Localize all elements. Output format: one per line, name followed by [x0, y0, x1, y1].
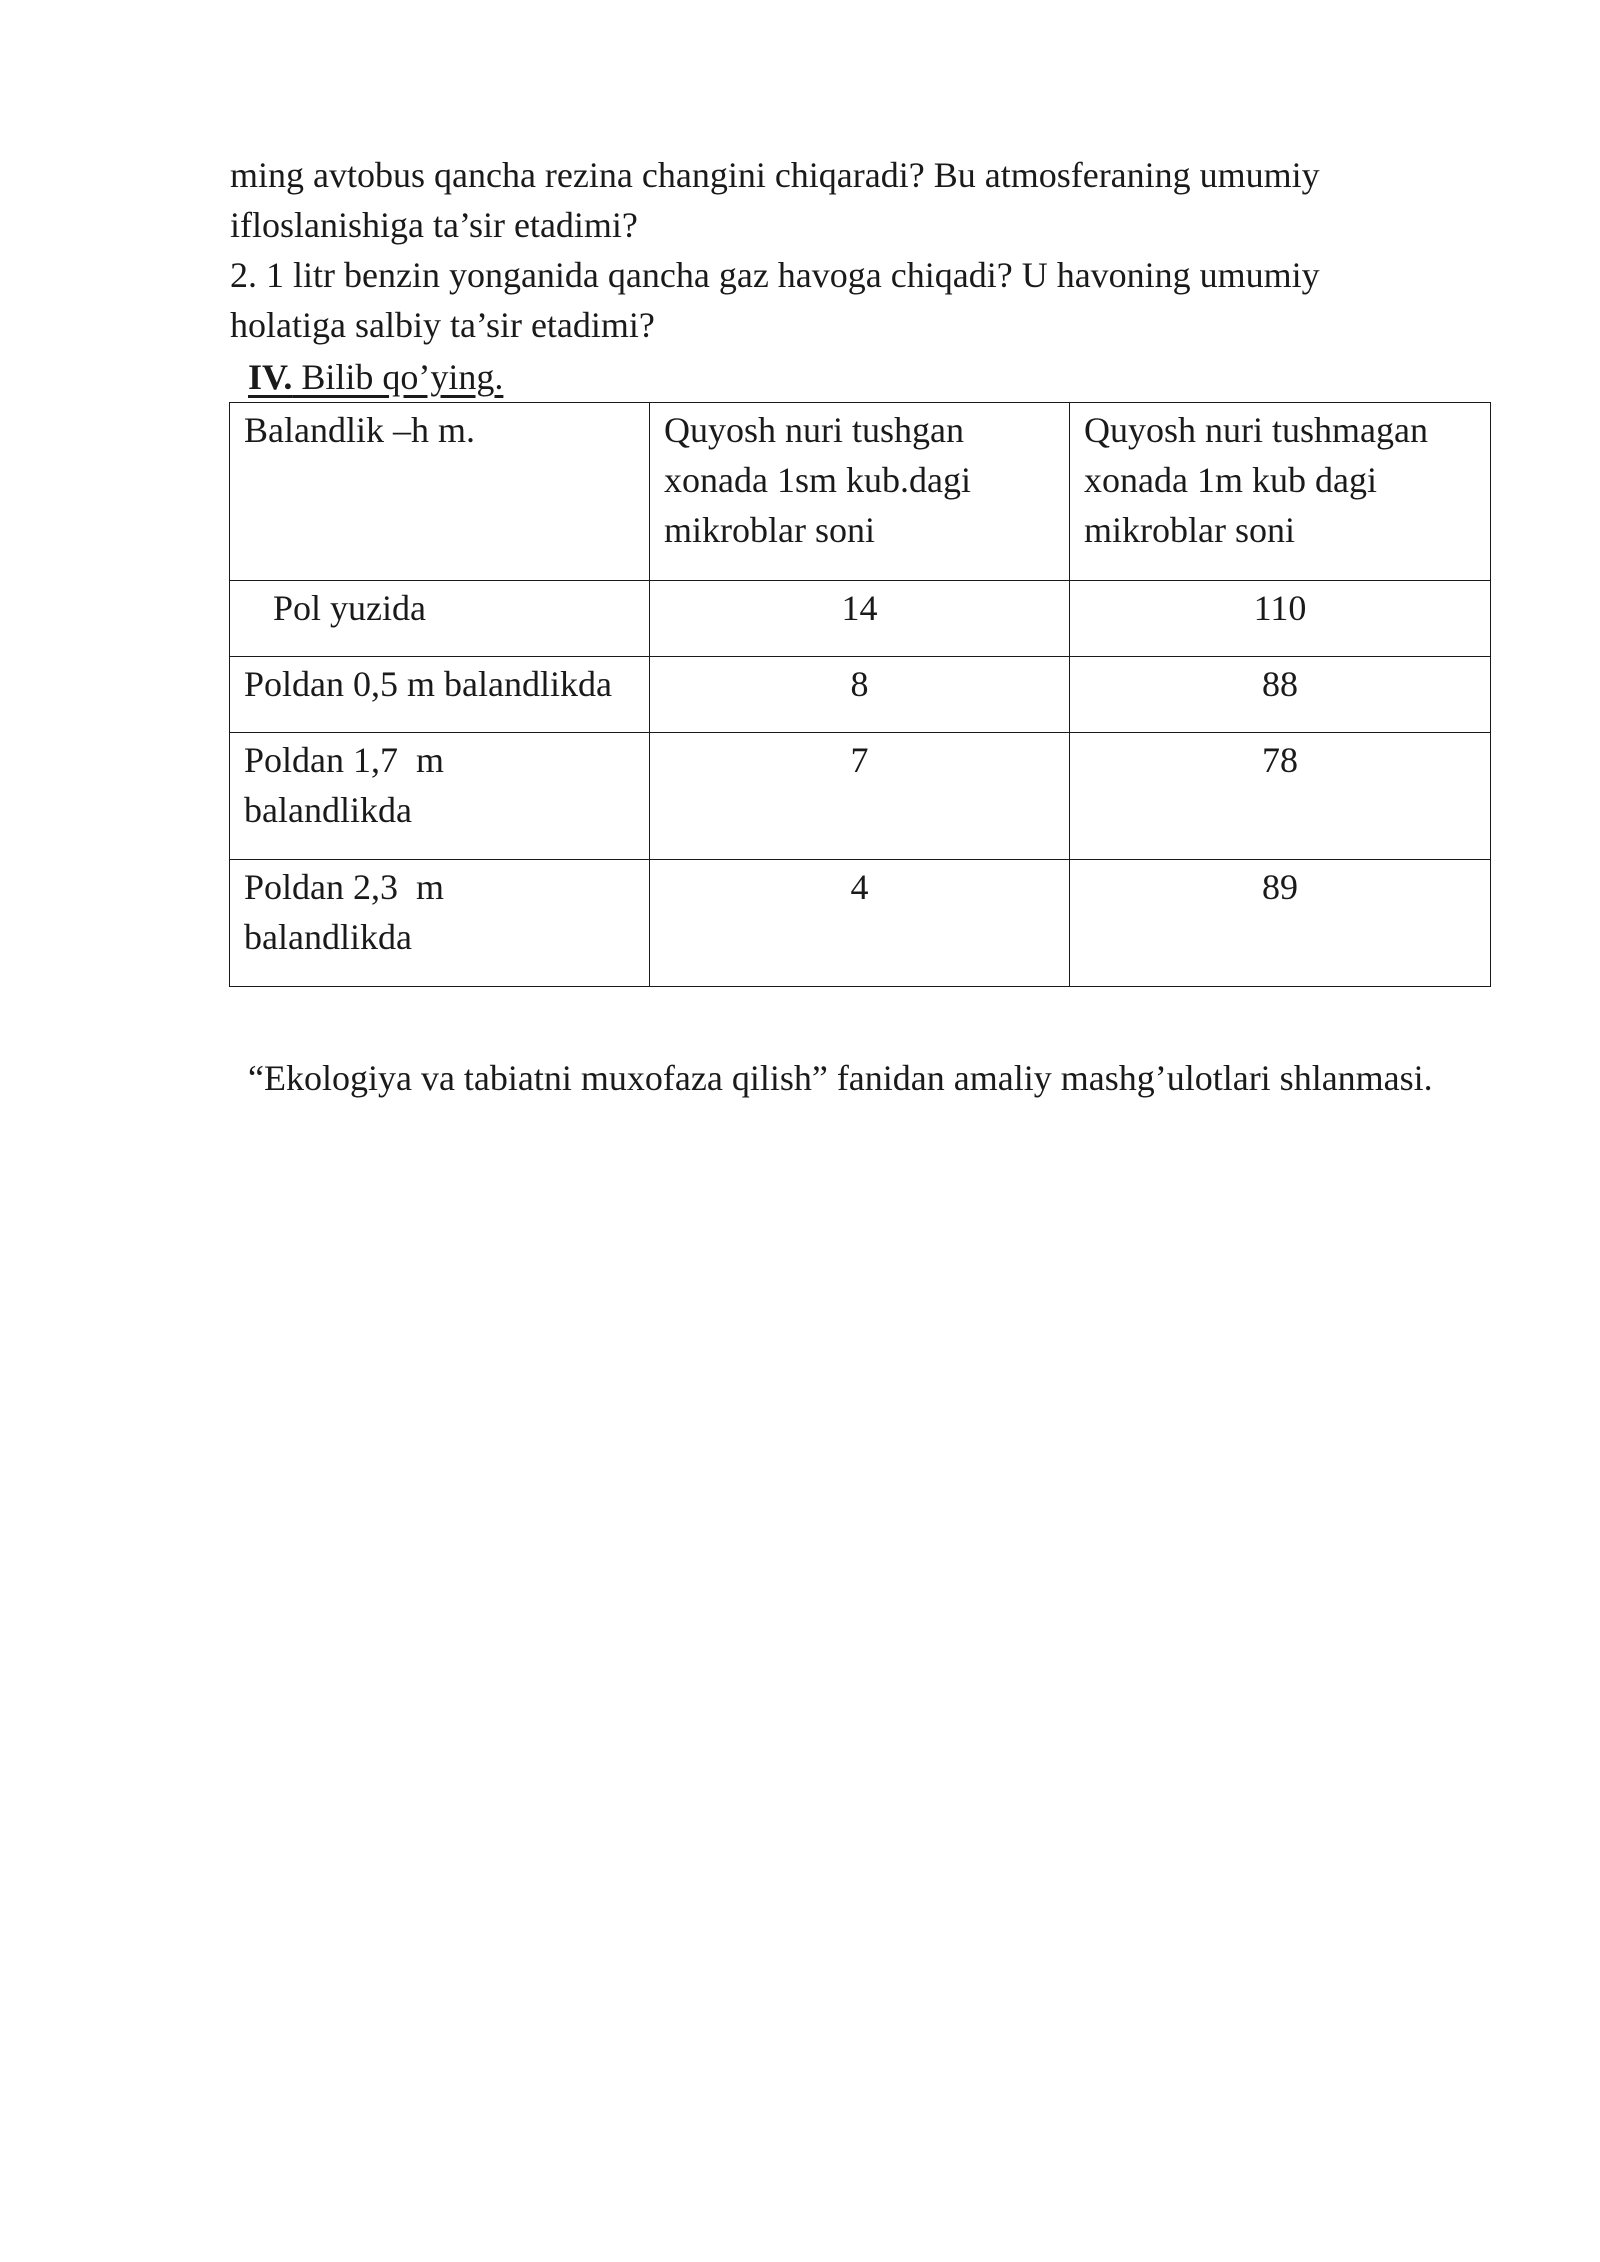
header-line: Balandlik –h m. — [244, 410, 475, 450]
text-line: 2. 1 litr benzin yonganida qancha gaz havoga chiqadi? U havoning umumiy — [230, 255, 1320, 295]
row-label-cell — [230, 581, 650, 657]
header-line: mikroblar soni — [1084, 510, 1295, 550]
sunlit-value-cell: 7 — [650, 733, 1070, 860]
section-number: IV. — [248, 357, 293, 397]
unlit-value-cell: 89 — [1070, 860, 1491, 987]
sunlit-value-cell: 4 — [650, 860, 1070, 987]
unlit-value-cell: 110 — [1070, 581, 1491, 657]
microbes-table — [229, 402, 1491, 987]
table-row — [230, 860, 1491, 987]
sunlit-value-cell: 8 — [650, 657, 1070, 733]
header-line: Quyosh nuri tushmagan — [1084, 410, 1428, 450]
section-heading — [248, 352, 503, 402]
sunlit-value-cell: 14 — [650, 581, 1070, 657]
header-line: mikroblar soni — [664, 510, 875, 550]
header-cell-sunlit — [650, 403, 1070, 581]
row-label-line: Poldan 0,5 m balandlikda — [244, 664, 612, 704]
row-label-cell — [230, 657, 650, 733]
table-row — [230, 733, 1491, 860]
table-row — [230, 581, 1491, 657]
paragraph-question-1 — [230, 150, 1480, 250]
text-line: ifloslanishiga ta’sir etadimi? — [230, 205, 638, 245]
row-label-line: Poldan 2,3 m — [244, 867, 445, 907]
paragraph-question-2 — [230, 250, 1480, 350]
section-title: Bilib qo’ying. — [292, 357, 504, 397]
header-line: xonada 1m kub dagi — [1084, 460, 1377, 500]
row-label-line: Poldan 1,7 m — [244, 740, 445, 780]
row-label-line: Pol yuzida — [273, 588, 426, 628]
row-label-cell — [230, 733, 650, 860]
table-row — [230, 657, 1491, 733]
row-label-line: balandlikda — [244, 790, 412, 830]
table-header-row — [230, 403, 1491, 581]
unlit-value-cell: 88 — [1070, 657, 1491, 733]
row-label-cell — [230, 860, 650, 987]
header-line: Quyosh nuri tushgan — [664, 410, 964, 450]
header-cell-height — [230, 403, 650, 581]
header-line: xonada 1sm kub.dagi — [664, 460, 971, 500]
row-label-line: balandlikda — [244, 917, 412, 957]
header-cell-unlit — [1070, 403, 1491, 581]
text-line: holatiga salbiy ta’sir etadimi? — [230, 305, 655, 345]
unlit-value-cell: 78 — [1070, 733, 1491, 860]
document-caption: “Ekologiya va tabiatni muxofaza qilish” fanidan amaliy mashg’ulotlari shlanmasi. — [248, 1058, 1433, 1098]
text-line: ming avtobus qancha rezina changini chiqaradi? Bu atmosferaning umumiy — [230, 155, 1320, 195]
